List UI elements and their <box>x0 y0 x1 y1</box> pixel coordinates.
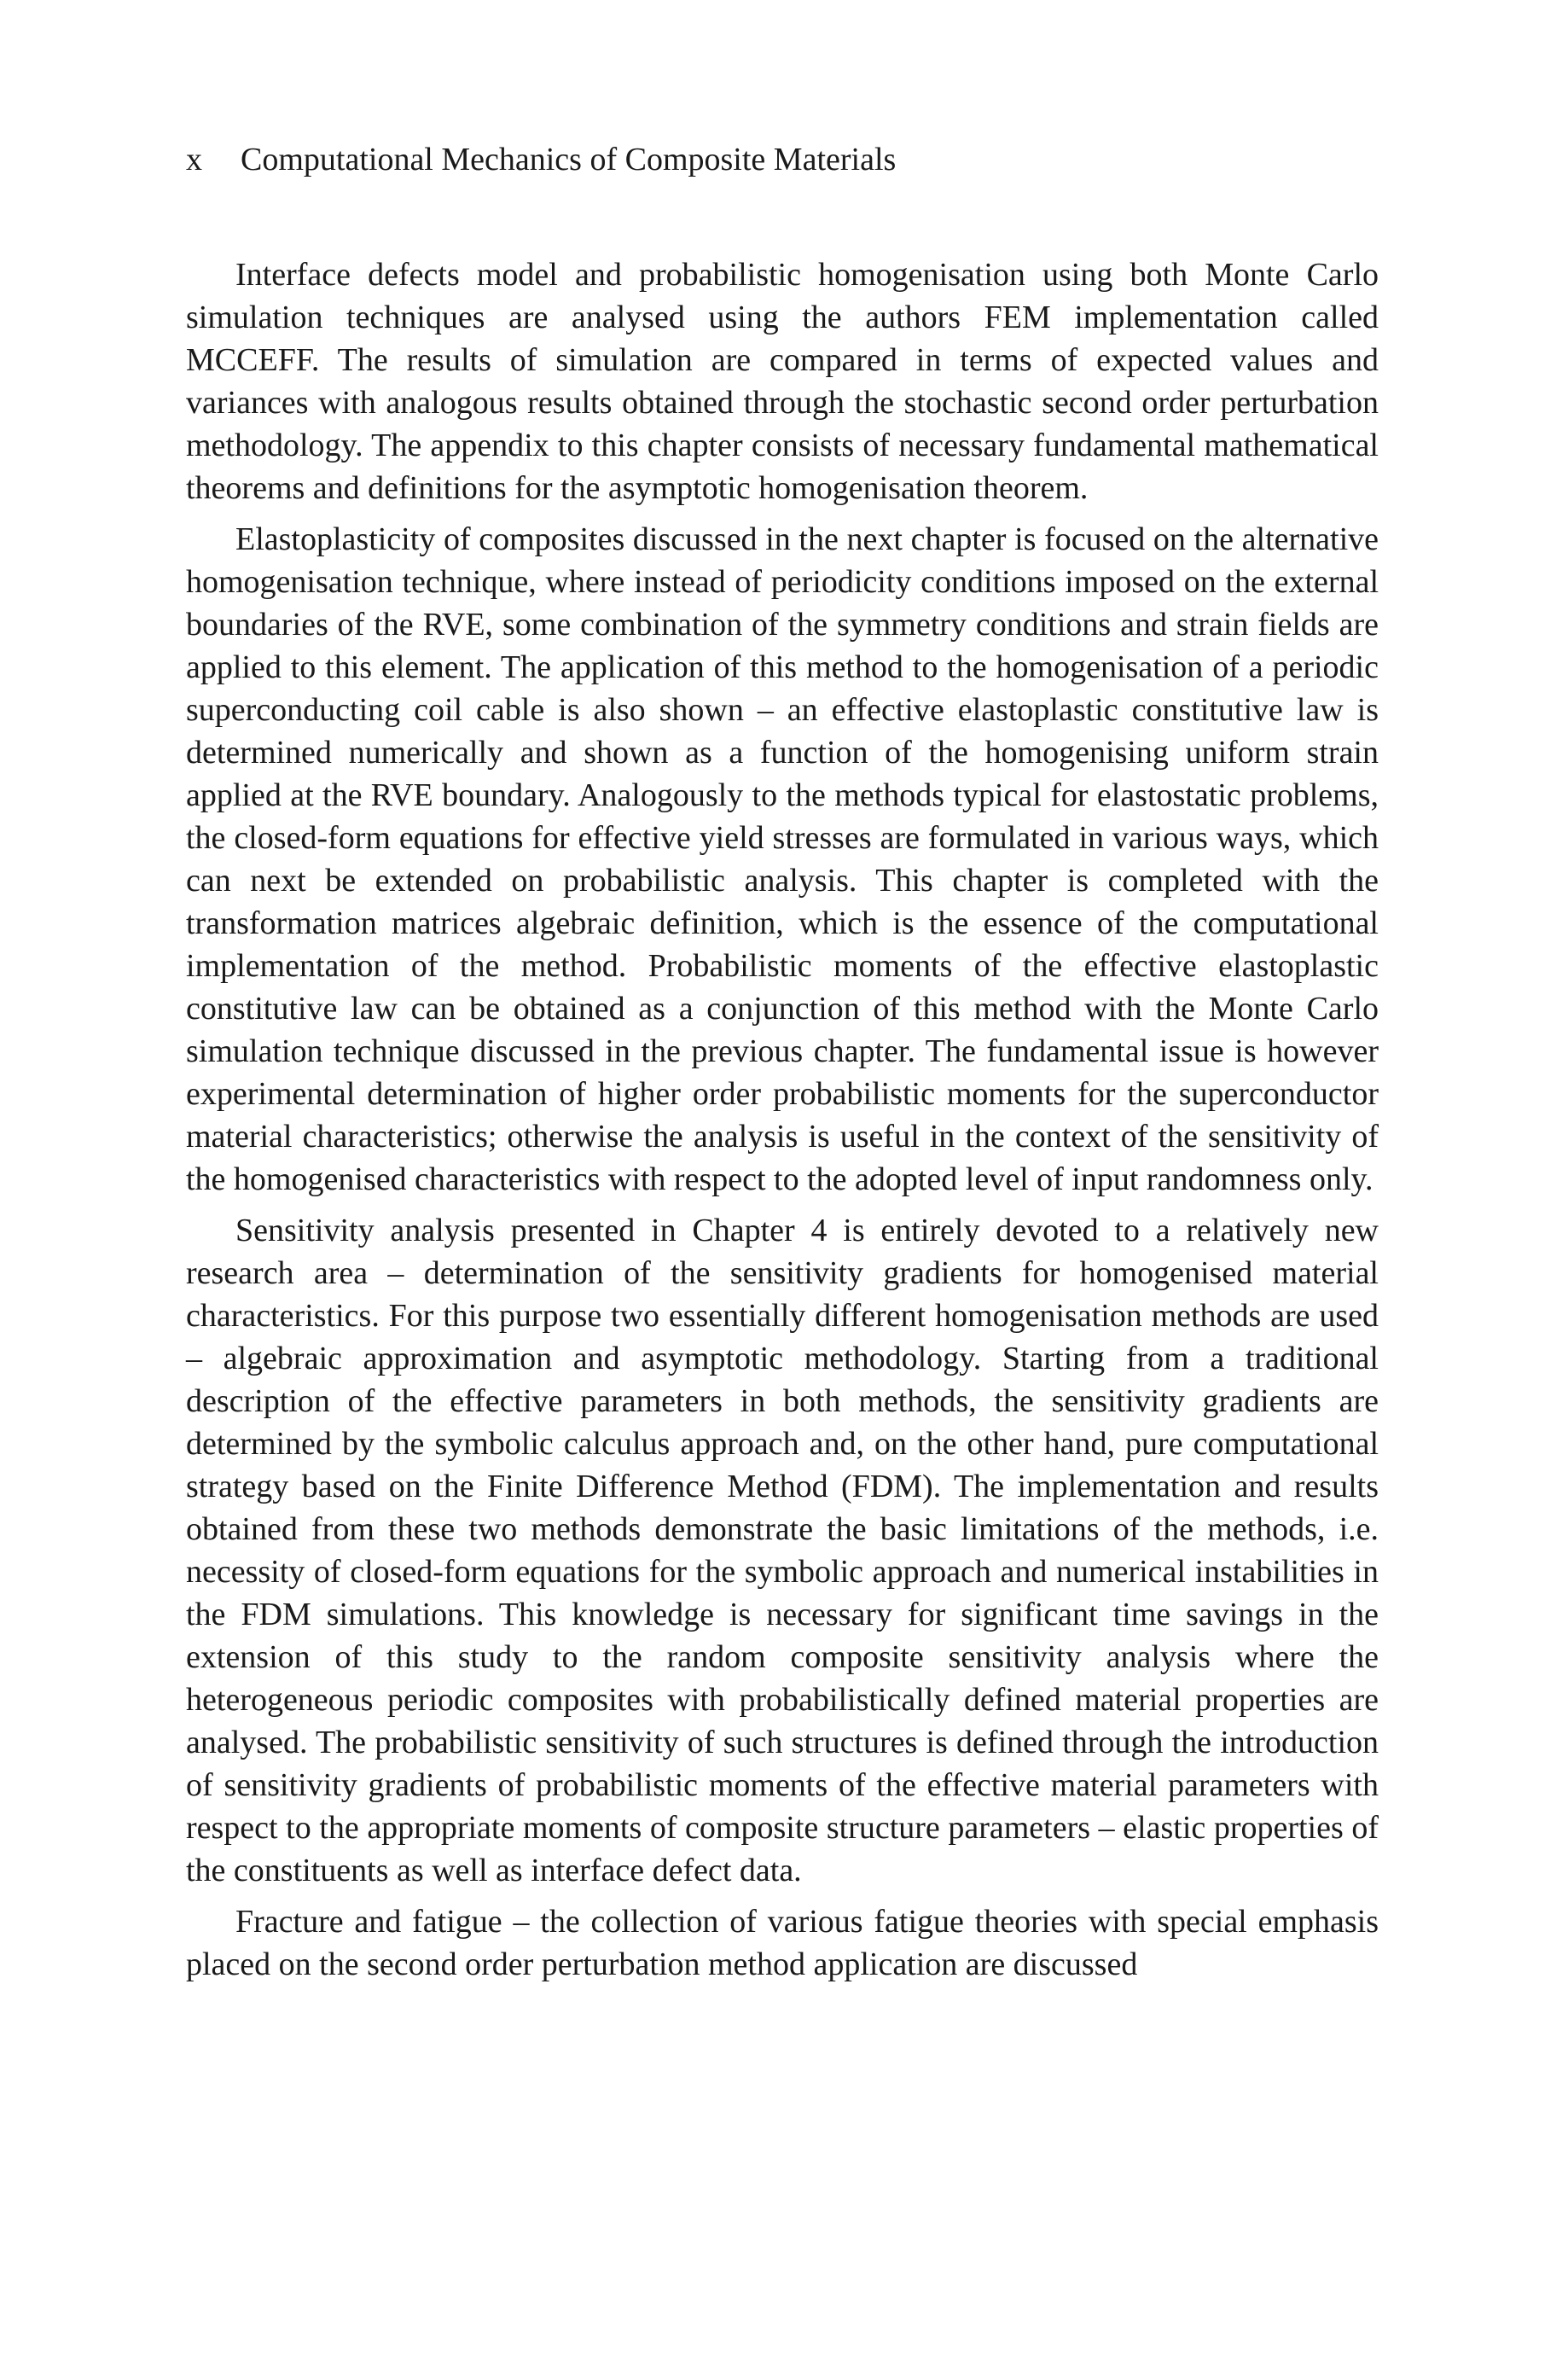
body-text <box>186 253 1379 1994</box>
page-number: x <box>186 142 202 177</box>
running-header <box>186 138 896 181</box>
paragraph-fracture-fatigue: Fracture and fatigue – the collection of various fatigue theories with special emphasis placed on the second order perturbation method application are discussed <box>186 1904 1379 1982</box>
book-title: Computational Mechanics of Composite Materials <box>241 142 897 177</box>
paragraph-interface-defects: Interface defects model and probabilistic homogenisation using both Monte Carlo simulation techniques are analysed using the authors FEM implementation called MCCEFF. The results of simulation are compared in terms of expected values and variances with analogous results obtained through the stochastic second order perturbation methodology. The appendix to this chapter consists of necessary fundamental mathematical theorems and definitions for the asymptotic homogenisation theorem. <box>186 257 1379 506</box>
paragraph-elastoplasticity: Elastoplasticity of composites discussed in the next chapter is focused on the alternative homogenisation technique, where instead of periodicity conditions imposed on the external boundaries of the RVE, some combination of the symmetry conditions and strain fields are applied to this element. The application of this method to the homogenisation of a periodic superconducting coil cable is also shown – an effective elastoplastic constitutive law is determined numerically and shown as a function of the homogenising uniform strain applied at the RVE boundary. Analogously to the methods typical for elastostatic problems, the closed-form equations for effective yield stresses are formulated in various ways, which can next be extended on probabilistic analysis. This chapter is completed with the transformation matrices algebraic definition, which is the essence of the computational implementation of the method. Probabilistic moments of the effective elastoplastic constitutive law can be obtained as a conjunction of this method with the Monte Carlo simulation technique discussed in the previous chapter. The fundamental issue is however experimental determination of higher order probabilistic moments for the superconductor material characteristics; otherwise the analysis is useful in the context of the sensitivity of the homogenised characteristics with respect to the adopted level of input randomness only. <box>186 521 1379 1197</box>
paragraph-sensitivity-analysis: Sensitivity analysis presented in Chapter 4 is entirely devoted to a relatively new research area – determination of the sensitivity gradients for homogenised material characteristics. For this purpose two essentially different homogenisation methods are used – algebraic approximation and asymptotic methodology. Starting from a traditional description of the effective parameters in both methods, the sensitivity gradients are determined by the symbolic calculus approach and, on the other hand, pure computational strategy based on the Finite Difference Method (FDM). The implementation and results obtained from these two methods demonstrate the basic limitations of the methods, i.e. necessity of closed-form equations for the symbolic approach and numerical instabilities in the FDM simulations. This knowledge is necessary for significant time savings in the extension of this study to the random composite sensitivity analysis where the heterogeneous periodic composites with probabilistically defined material properties are analysed. The probabilistic sensitivity of such structures is defined through the introduction of sensitivity gradients of probabilistic moments of the effective material parameters with respect to the appropriate moments of composite structure parameters – elastic properties of the constituents as well as interface defect data. <box>186 1213 1379 1888</box>
